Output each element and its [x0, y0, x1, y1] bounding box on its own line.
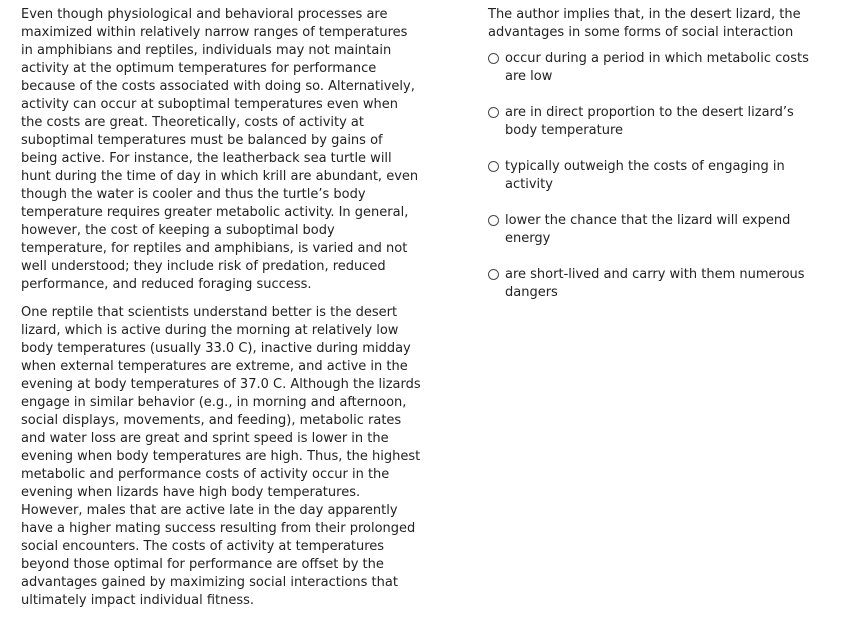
- answer-choice-b-label: are in direct proportion to the desert lizard’s body temperature: [505, 105, 794, 138]
- radio-button-d[interactable]: [488, 215, 499, 226]
- answer-choice-c[interactable]: [488, 158, 828, 194]
- radio-button-e[interactable]: [488, 269, 499, 280]
- answer-choice-c-label: typically outweigh the costs of engaging in activity: [505, 159, 785, 192]
- answer-choice-e-label: are short-lived and carry with them numerous dangers: [505, 267, 805, 300]
- radio-button-b[interactable]: [488, 107, 499, 118]
- answer-choice-d-label: lower the chance that the lizard will expend energy: [505, 213, 791, 246]
- reading-passage: [21, 6, 421, 620]
- answer-choice-d[interactable]: [488, 212, 828, 248]
- answer-choice-e[interactable]: [488, 266, 828, 302]
- answer-choice-a[interactable]: [488, 50, 828, 86]
- radio-button-a[interactable]: [488, 53, 499, 64]
- answer-choice-a-label: occur during a period in which metabolic costs are low: [505, 51, 809, 84]
- question-panel: [488, 6, 828, 320]
- passage-paragraph-2: One reptile that scientists understand better is the desert lizard, which is active during the morning at relatively low body temperatures (usually 33.0 C), inactive during midday when external temperatures are extreme, and active in the evening at body temperatures of 37.0 C. Although the lizards engage in similar behavior (e.g., in morning and afternoon, social displays, movements, and feeding), metabolic rates and water loss are great and sprint speed is lower in the evening when body temperatures are high. Thus, the highest metabolic and performance costs of activity occur in the evening when lizards have high body temperatures. However, males that are active late in the day apparently have a higher mating success resulting from their prolonged social encounters. The costs of activity at temperatures beyond those optimal for performance are offset by the advantages gained by maximizing social interactions that ultimately impact individual fitness.: [21, 305, 421, 608]
- answer-choice-b[interactable]: [488, 104, 828, 140]
- question-stem: The author implies that, in the desert lizard, the advantages in some forms of social interaction: [488, 7, 801, 40]
- radio-button-c[interactable]: [488, 161, 499, 172]
- passage-paragraph-1: Even though physiological and behavioral processes are maximized within relatively narrow ranges of temperatures in amphibians and reptiles, individuals may not maintain activity at the optimum temperatures for performance because of the costs associated with doing so. Alternatively, activity can occur at suboptimal temperatures even when the costs are great. Theoretically, costs of activity at suboptimal temperatures must be balanced by gains of being active. For instance, the leatherback sea turtle will hunt during the time of day in which krill are abundant, even though the water is cooler and thus the turtle’s body temperature requires greater metabolic activity. In general, however, the cost of keeping a suboptimal body temperature, for reptiles and amphibians, is varied and not well understood; they include risk of predation, reduced performance, and reduced foraging success.: [21, 7, 419, 292]
